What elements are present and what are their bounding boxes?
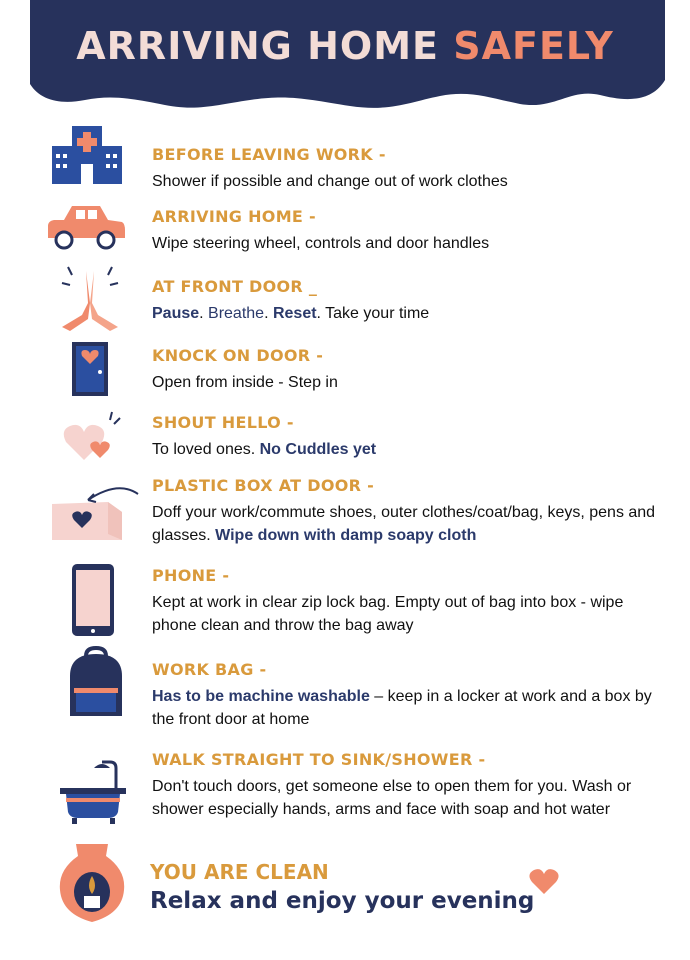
title-main: ARRIVING HOME (76, 24, 439, 68)
emphasis-text: No Cuddles yet (259, 441, 377, 458)
step-heading: WALK STRAIGHT TO SINK/SHOWER - (152, 750, 486, 769)
title-accent: SAFELY (453, 24, 614, 68)
step-heading: PHONE - (152, 566, 230, 585)
emphasis-text: Has to be machine washable (152, 688, 370, 705)
step-phone (152, 566, 672, 637)
step-work-bag (152, 660, 672, 731)
emphasis-reset: Reset (272, 305, 317, 322)
emphasis-text: Wipe down with damp soapy cloth (215, 527, 477, 544)
step-text: Kept at work in clear zip lock bag. Empty out of bag into box - wipe phone clean and throw the bag away (152, 594, 624, 634)
step-heading: ARRIVING HOME - (152, 207, 316, 226)
step-plastic-box (152, 476, 672, 547)
final-heading: YOU ARE CLEAN (150, 860, 329, 884)
text-segment: . (264, 305, 273, 322)
bathtub-icon (58, 760, 128, 826)
step-text (152, 438, 672, 461)
step-text (152, 685, 672, 731)
step-text (152, 501, 672, 547)
hearts-icon (60, 408, 128, 466)
backpack-icon (66, 646, 126, 720)
header-banner (0, 0, 690, 125)
car-icon (46, 202, 126, 252)
step-text: Wipe steering wheel, controls and door handles (152, 235, 490, 252)
step-text: Don't touch doors, get someone else to open them for you. Wash or shower especially hands, arms and face with soap and hot water (152, 778, 632, 818)
emphasis-breathe: Breathe (208, 305, 265, 322)
step-before-leaving-work (152, 145, 672, 193)
step-shout-hello (152, 413, 672, 461)
step-heading: WORK BAG - (152, 660, 267, 679)
text-segment: To loved ones. (152, 441, 260, 458)
phone-icon (70, 562, 116, 638)
step-arriving-home (152, 207, 672, 255)
step-walk-to-sink (152, 750, 672, 821)
emphasis-pause: Pause (152, 305, 200, 322)
text-segment: Doff your work/commute shoes, outer clothes/coat/bag, keys, pens and glasses. (152, 504, 656, 544)
box-icon (48, 484, 140, 542)
text-segment: . (199, 305, 209, 322)
step-text: Shower if possible and change out of work clothes (152, 173, 508, 190)
step-heading: KNOCK ON DOOR - (152, 346, 324, 365)
text-segment: . Take your time (316, 305, 430, 322)
step-text (152, 302, 672, 325)
text-segment: – keep in a locker at work and a box by the front door at home (152, 688, 652, 728)
page-title (0, 24, 690, 68)
praying-hands-icon (58, 263, 122, 333)
step-heading: SHOUT HELLO - (152, 413, 294, 432)
step-knock-on-door (152, 346, 672, 394)
step-text: Open from inside - Step in (152, 374, 338, 391)
hospital-icon (50, 124, 124, 184)
door-icon (70, 340, 110, 398)
candle-icon (56, 840, 128, 924)
step-at-front-door (152, 277, 672, 325)
final-text: Relax and enjoy your evening (150, 888, 535, 914)
step-heading: AT FRONT DOOR _ (152, 277, 318, 296)
step-heading: PLASTIC BOX AT DOOR - (152, 476, 375, 495)
step-heading: BEFORE LEAVING WORK - (152, 145, 386, 164)
